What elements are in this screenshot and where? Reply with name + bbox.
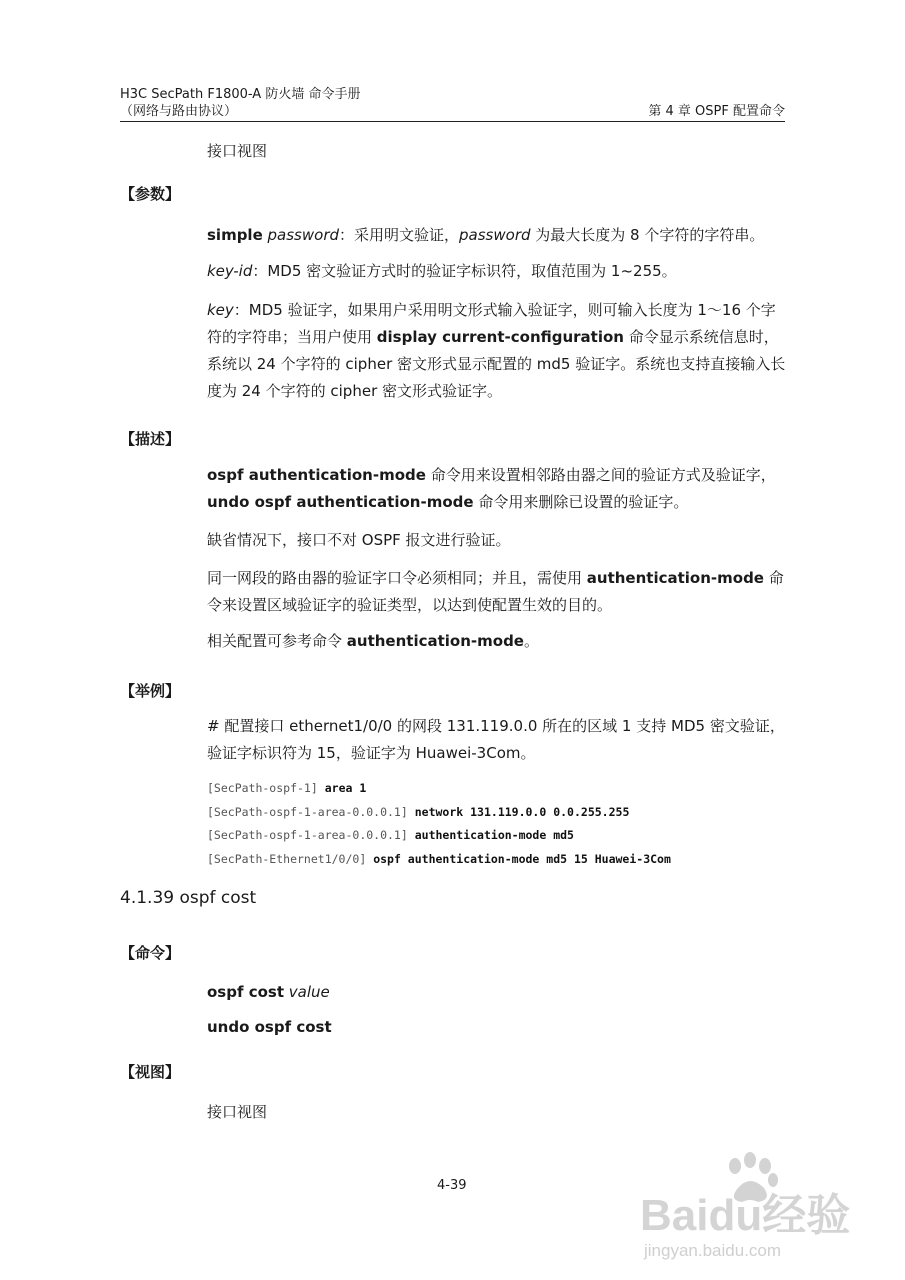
- example-intro: # 配置接口 ethernet1/0/0 的网段 131.119.0.0 所在的区域 1 支持 MD5 密文验证，验证字标识符为 15，验证字为 Huawei-3Com。: [207, 717, 785, 762]
- desc-keyword-1: ospf authentication-mode: [207, 466, 426, 484]
- code-line: [207, 781, 366, 795]
- watermark-url: jingyan.baidu.com: [644, 1241, 782, 1260]
- desc-text-4b: 。: [523, 632, 539, 650]
- desc-text-2: 命令用来删除已设置的验证字。: [473, 493, 689, 511]
- param-key-keyword: display current-configuration: [376, 328, 624, 346]
- watermark-brand: Baidu经验: [640, 1191, 851, 1240]
- desc-keyword-4: authentication-mode: [346, 632, 524, 650]
- header-subtitle: （网络与路由协议）: [120, 104, 238, 119]
- section-command: 【命令】: [120, 944, 181, 962]
- param-simple-arg2: password: [459, 226, 531, 244]
- desc-para-2: 缺省情况下，接口不对 OSPF 报文进行验证。: [207, 531, 511, 549]
- command-keyword: ospf cost: [207, 983, 285, 1001]
- top-view-text: 接口视图: [207, 142, 268, 160]
- desc-text-3b: 命令来设置区域验证字的验证类型，以达到使配置生效的目的。: [207, 569, 784, 614]
- command-undo-keyword: undo ospf cost: [207, 1018, 332, 1036]
- baidu-watermark: [640, 1148, 870, 1268]
- param-keyid-arg: key-id: [207, 262, 253, 280]
- param-simple-keyword: simple: [207, 226, 263, 244]
- section-description: 【描述】: [120, 430, 181, 448]
- param-key-text1: ：MD5 验证字，如果用户采用明文形式输入验证字，则可输入长度为 1～16 个字符的字符串；当用户使用: [207, 301, 776, 346]
- param-simple-arg: password: [262, 226, 340, 244]
- code-prompt: [SecPath-ospf-1-area-0.0.0.1]: [207, 828, 408, 842]
- header-rule: [120, 121, 785, 122]
- param-keyid: [207, 258, 787, 285]
- desc-text-1: 命令用来设置相邻路由器之间的验证方式及验证字，: [425, 466, 776, 484]
- header-chapter: 第 4 章 OSPF 配置命令: [648, 104, 785, 119]
- code-line: [207, 828, 574, 842]
- desc-keyword-3: authentication-mode: [586, 569, 764, 587]
- code-command: ospf authentication-mode md5 15 Huawei-3Com: [373, 852, 671, 866]
- param-simple-text2: 为最大长度为 8 个字符的字符串。: [530, 226, 765, 244]
- command-line-1: [207, 979, 787, 1006]
- command-line-2: [207, 1014, 787, 1041]
- desc-para-4: [207, 628, 787, 655]
- bottom-view-text: 接口视图: [207, 1103, 268, 1121]
- code-command: authentication-mode md5: [414, 828, 574, 842]
- section-example: 【举例】: [120, 682, 181, 700]
- desc-para-1: [207, 462, 787, 516]
- code-command: area 1: [324, 781, 367, 795]
- param-key: [207, 297, 787, 405]
- desc-text-4a: 相关配置可参考命令: [207, 632, 347, 650]
- desc-para-3: [207, 565, 787, 619]
- code-prompt: [SecPath-Ethernet1/0/0]: [207, 852, 367, 866]
- section-params: 【参数】: [120, 185, 181, 203]
- code-prompt: [SecPath-ospf-1]: [207, 781, 318, 795]
- code-line: [207, 852, 671, 866]
- section-view: 【视图】: [120, 1063, 181, 1081]
- page-number: 4-39: [437, 1178, 467, 1193]
- desc-keyword-2: undo ospf authentication-mode: [207, 493, 474, 511]
- param-key-text2: 命令显示系统信息时，系统以 24 个字符的 cipher 密文形式显示配置的 md5 验证字。系统也支持直接输入长度为 24 个字符的 cipher 密文形式验证字。: [207, 328, 786, 400]
- desc-text-3a: 同一网段的路由器的验证字口令必须相同；并且，需使用: [207, 569, 587, 587]
- command-arg: value: [284, 983, 330, 1001]
- param-simple: [207, 222, 787, 249]
- param-keyid-text: ：MD5 密文验证方式时的验证字标识符，取值范围为 1~255。: [252, 262, 677, 280]
- header-title: H3C SecPath F1800-A 防火墙 命令手册: [120, 87, 361, 102]
- param-key-arg: key: [207, 301, 234, 319]
- section-heading: 4.1.39 ospf cost: [120, 888, 257, 908]
- param-simple-text1: ：采用明文验证，: [339, 226, 460, 244]
- paw-logo-icon: [640, 1148, 870, 1268]
- code-prompt: [SecPath-ospf-1-area-0.0.0.1]: [207, 805, 408, 819]
- code-line: [207, 805, 629, 819]
- code-command: network 131.119.0.0 0.0.255.255: [414, 805, 630, 819]
